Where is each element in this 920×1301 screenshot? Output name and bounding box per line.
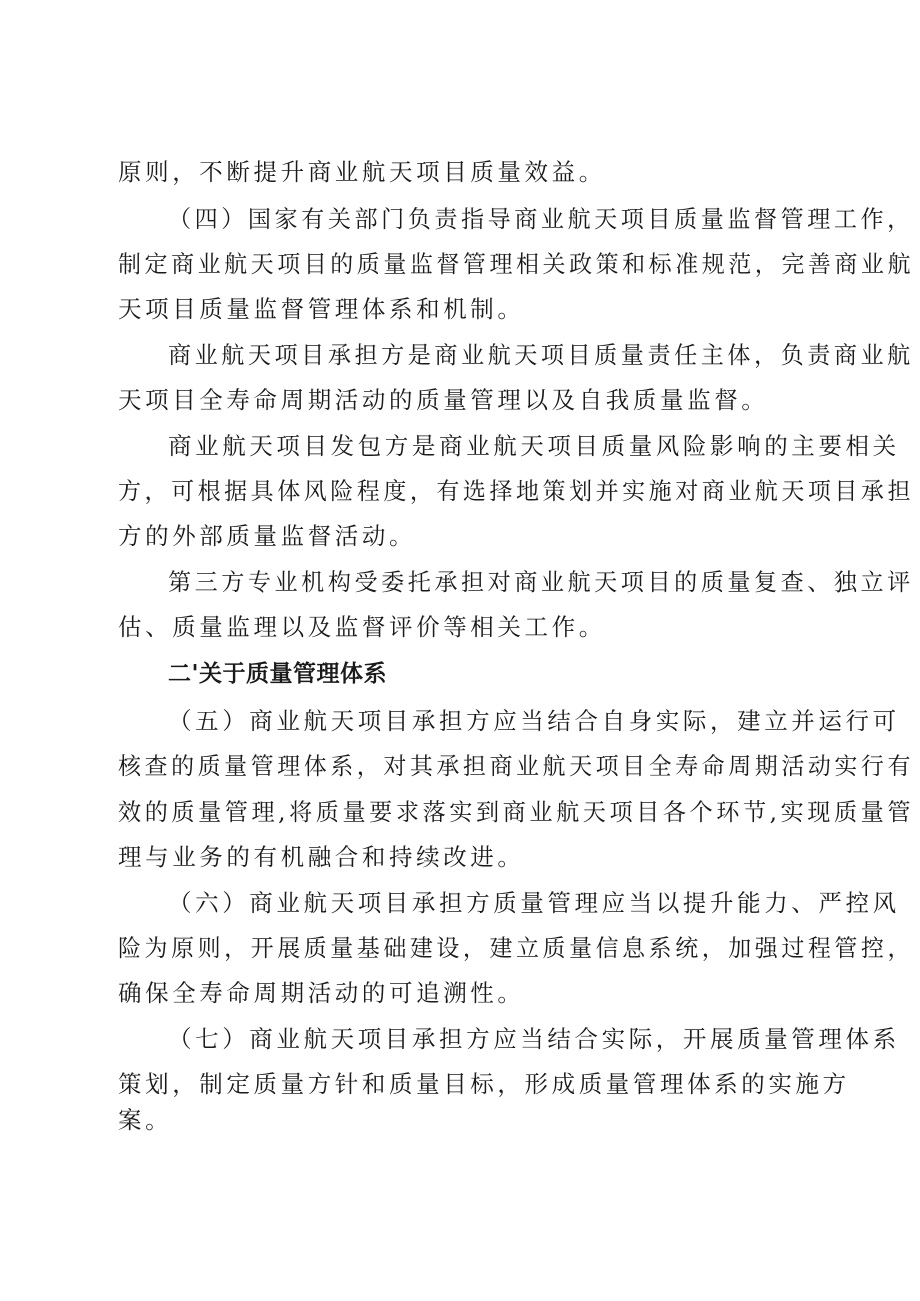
paragraph-line: （六）商业航天项目承担方质量管理应当以提升能力、严控风 [168,889,900,917]
paragraph-line: 天项目质量监督管理体系和机制。 [118,295,525,323]
paragraph-line: 制定商业航天项目的质量监督管理相关政策和标准规范，完善商业航 [118,250,914,278]
paragraph-line: 险为原则，开展质量基础建设，建立质量信息系统，加强过程管控， [118,934,914,962]
paragraph-line: 商业航天项目承担方是商业航天项目质量责任主体，负责商业航 [168,341,914,369]
paragraph-line: 天项目全寿命周期活动的质量管理以及自我质量监督。 [118,386,769,414]
paragraph-line: 估、质量监理以及监督评价等相关工作。 [118,613,606,641]
paragraph-line: 确保全寿命周期活动的可追溯性。 [118,979,525,1007]
paragraph-line: 效的质量管理,将质量要求落实到商业航天项目各个环节,实现质量管 [118,798,915,826]
paragraph-line: 原则，不断提升商业航天项目质量效益。 [118,158,606,186]
paragraph-line: 第三方专业机构受委托承担对商业航天项目的质量复查、独立评 [168,568,914,596]
paragraph-line: 商业航天项目发包方是商业航天项目质量风险影响的主要相关 [168,432,900,460]
paragraph-line: （四）国家有关部门负责指导商业航天项目质量监督管理工作， [168,205,914,233]
paragraph-line: （七）商业航天项目承担方应当结合实际，开展质量管理体系 [168,1025,900,1053]
paragraph-line: 核查的质量管理体系，对其承担商业航天项目全寿命周期活动实行有 [118,752,914,780]
paragraph-line: （五）商业航天项目承担方应当结合自身实际，建立并运行可 [168,707,900,735]
paragraph-line: 案。 [118,1106,173,1134]
paragraph-line: 方，可根据具体风险程度，有选择地策划并实施对商业航天项目承担 [118,477,914,505]
paragraph-line: 策划，制定质量方针和质量目标，形成质量管理体系的实施方 [118,1070,850,1098]
paragraph-line: 方的外部质量监督活动。 [118,522,417,550]
section-heading: 二'关于质量管理体系 [168,661,388,687]
paragraph-line: 理与业务的有机融合和持续改进。 [118,843,525,871]
